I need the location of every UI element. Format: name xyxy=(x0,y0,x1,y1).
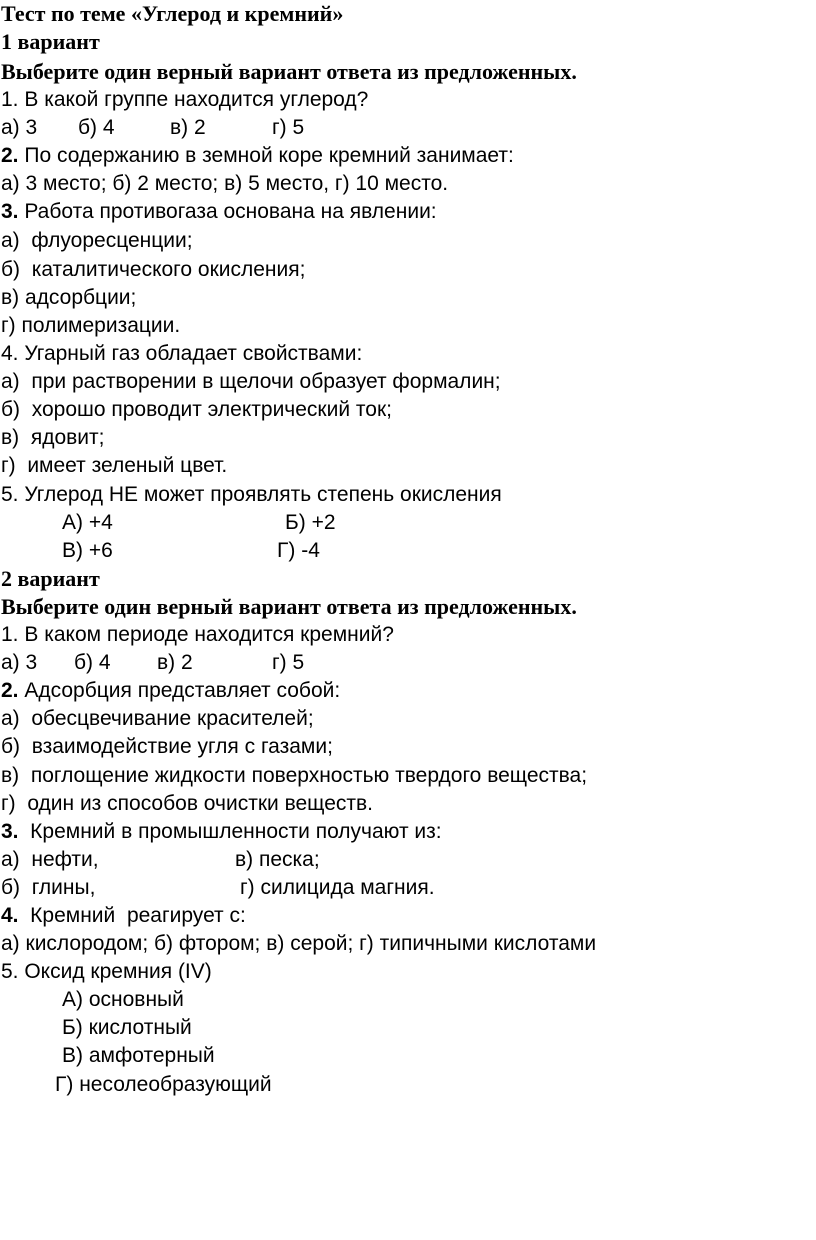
v2-question-4 xyxy=(1,902,246,930)
v1-q2-options: а) 3 место; б) 2 место; в) 5 место, г) 10 место. xyxy=(1,172,449,195)
v1-q3-option-c: в) адсорбции; xyxy=(1,286,137,309)
v2-q2-option-d: г) один из способов очистки веществ. xyxy=(1,792,374,815)
v2-q1-option-c: в) 2 xyxy=(157,651,193,674)
v1-q5-option-b: Б) +2 xyxy=(285,511,336,534)
v2-q1-option-b: б) 4 xyxy=(74,651,111,674)
v1-q1-option-d: г) 5 xyxy=(272,116,305,139)
v1-q1-option-c: в) 2 xyxy=(170,116,206,139)
v1-q3-option-b: б) каталитического окисления; xyxy=(1,258,306,281)
v2-q1-option-d: г) 5 xyxy=(272,651,305,674)
variant-1-instruction: Выберите один верный вариант ответа из предложенных. xyxy=(1,59,577,84)
v1-question-5: 5. Углерод НЕ может проявлять степень окисления xyxy=(1,483,502,506)
variant-2-instruction: Выберите один верный вариант ответа из предложенных. xyxy=(1,594,577,619)
v1-q5-option-c: В) +6 xyxy=(62,539,113,562)
v1-q5-option-d: Г) -4 xyxy=(277,539,320,562)
v1-q5-option-a: А) +4 xyxy=(62,511,113,534)
v2-q3-number: 3. xyxy=(1,820,19,843)
v2-q5-option-c: В) амфотерный xyxy=(62,1044,215,1067)
variant-1-heading: 1 вариант xyxy=(1,29,100,54)
test-title: Тест по теме «Углерод и кремний» xyxy=(1,1,344,26)
v1-q2-number: 2. xyxy=(1,144,19,167)
v1-q4-option-a: а) при растворении в щелочи образует формалин; xyxy=(1,370,501,393)
v2-q5-option-b: Б) кислотный xyxy=(62,1016,192,1039)
v2-question-1: 1. В каком периоде находится кремний? xyxy=(1,623,394,646)
v1-q4-option-d: г) имеет зеленый цвет. xyxy=(1,454,228,477)
v2-q5-option-a: А) основный xyxy=(62,988,184,1011)
v2-q5-option-d: Г) несолеобразующий xyxy=(55,1073,272,1096)
v2-question-2 xyxy=(1,677,340,705)
v2-q3-option-b: б) глины, xyxy=(1,876,96,899)
v2-q2-option-c: в) поглощение жидкости поверхностью твердого вещества; xyxy=(1,764,588,787)
v2-q4-options: а) кислородом; б) фтором; в) серой; г) типичными кислотами xyxy=(1,932,597,955)
v2-q2-option-a: а) обесцвечивание красителей; xyxy=(1,707,314,730)
v1-question-1: 1. В какой группе находится углерод? xyxy=(1,88,369,111)
v1-q1-option-a: а) 3 xyxy=(1,116,38,139)
v1-question-2 xyxy=(1,142,514,170)
v2-q2-option-b: б) взаимодействие угля с газами; xyxy=(1,735,333,758)
v2-q3-option-d: г) силицида магния. xyxy=(240,876,435,899)
v2-q4-text: Кремний реагирует с: xyxy=(18,904,246,927)
v2-question-3 xyxy=(1,818,442,846)
v1-question-4: 4. Угарный газ обладает свойствами: xyxy=(1,342,363,365)
v1-q4-option-c: в) ядовит; xyxy=(1,426,105,449)
v1-question-3 xyxy=(1,198,437,226)
v2-q4-number: 4. xyxy=(1,904,19,927)
v1-q2-text: По содержанию в земной коре кремний занимает: xyxy=(18,144,514,167)
v2-q2-text: Адсорбция представляет собой: xyxy=(18,679,341,702)
v1-q3-option-d: г) полимеризации. xyxy=(1,314,181,337)
v2-q3-text: Кремний в промышленности получают из: xyxy=(18,820,442,843)
v1-q3-number: 3. xyxy=(1,200,19,223)
v2-q2-number: 2. xyxy=(1,679,19,702)
v2-question-5: 5. Оксид кремния (IV) xyxy=(1,960,212,983)
v2-q3-option-c: в) песка; xyxy=(235,848,320,871)
v2-q1-option-a: а) 3 xyxy=(1,651,38,674)
v1-q4-option-b: б) хорошо проводит электрический ток; xyxy=(1,398,392,421)
v1-q1-option-b: б) 4 xyxy=(78,116,115,139)
v1-q3-option-a: а) флуоресценции; xyxy=(1,229,193,252)
variant-2-heading: 2 вариант xyxy=(1,566,100,591)
v1-q3-text: Работа противогаза основана на явлении: xyxy=(18,200,437,223)
v2-q3-option-a: а) нефти, xyxy=(1,848,99,871)
